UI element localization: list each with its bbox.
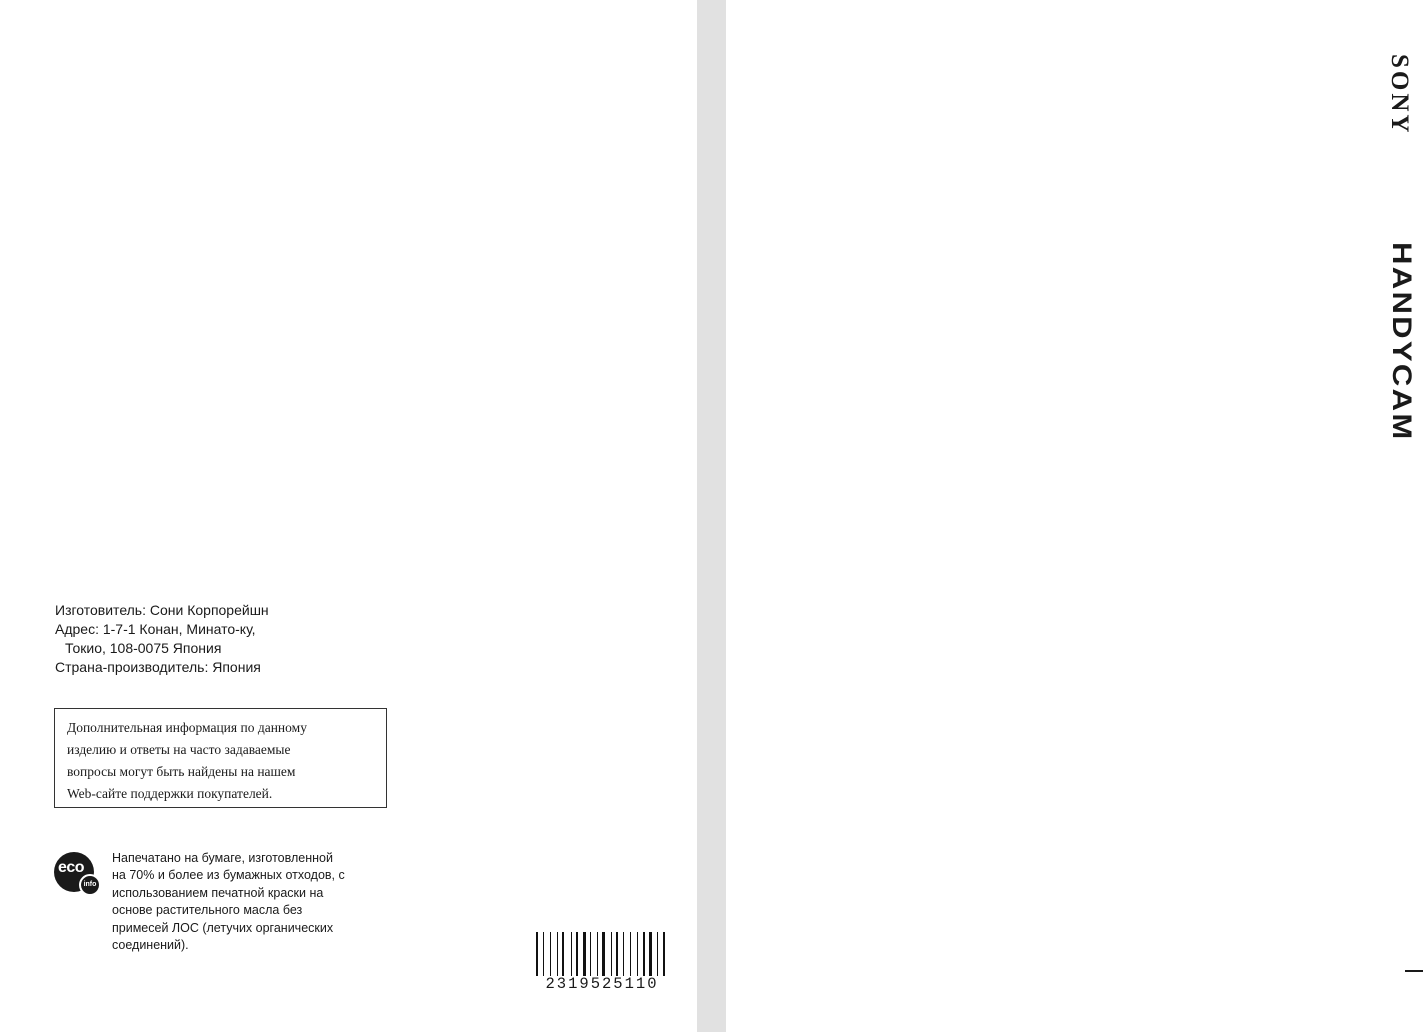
barcode-bar xyxy=(659,932,661,976)
barcode-bar xyxy=(616,932,618,976)
barcode-bar xyxy=(663,932,665,976)
handycam-logo: HANDYCAM xyxy=(1387,242,1417,442)
barcode-bar xyxy=(550,932,551,976)
barcode-bar xyxy=(633,932,635,976)
barcode-bar xyxy=(602,932,605,976)
eco-line: Напечатано на бумаге, изготовленной xyxy=(112,851,333,865)
barcode-bar xyxy=(583,932,586,976)
barcode-bar xyxy=(620,932,621,976)
support-line: вопросы могут быть найдены на нашем xyxy=(67,764,296,779)
barcode-bar xyxy=(573,932,574,976)
barcode-bar xyxy=(654,932,655,976)
eco-logo-word: eco xyxy=(58,859,85,876)
barcode-bar xyxy=(640,932,641,976)
manufacturer-info xyxy=(55,601,269,677)
eco-line: соединений). xyxy=(112,938,189,953)
country-line: Страна-производитель: Япония xyxy=(55,659,261,675)
spine-tick-mark xyxy=(1405,970,1423,972)
eco-line: примесей ЛОС (летучих органических xyxy=(112,920,334,935)
barcode-bar xyxy=(646,932,647,976)
barcode-bar xyxy=(597,932,598,976)
support-line: Web-сайте поддержки покупателей. xyxy=(67,786,273,801)
address-city-line: Токио, 108-0075 Япония xyxy=(65,640,222,656)
barcode-bar xyxy=(571,932,572,976)
barcode-bar xyxy=(657,932,658,976)
eco-info-icon xyxy=(54,852,97,892)
barcode-bar xyxy=(593,932,595,976)
barcode-bar xyxy=(626,932,629,976)
barcode-bar xyxy=(566,932,569,976)
eco-line: основе растительного масла без xyxy=(112,903,303,918)
eco-statement xyxy=(112,850,382,954)
barcode-bar xyxy=(611,932,612,976)
barcode-bar xyxy=(562,932,564,976)
barcode-bar xyxy=(630,932,631,976)
barcode-bar xyxy=(543,932,544,976)
support-line: изделию и ответы на часто задаваемые xyxy=(67,742,291,757)
barcode-bar xyxy=(536,932,538,976)
barcode-bar xyxy=(643,932,645,976)
barcode xyxy=(536,932,668,976)
barcode-bar xyxy=(545,932,548,976)
eco-line: на 70% и более из бумажных отходов, с xyxy=(112,868,345,883)
barcode-bar xyxy=(553,932,555,976)
barcode-bar xyxy=(637,932,638,976)
eco-line: использованием печатной краски на xyxy=(112,885,324,900)
barcode-bar xyxy=(667,932,668,976)
barcode-bar xyxy=(557,932,558,976)
sony-logo: SONY xyxy=(1386,54,1413,136)
manufacturer-line: Изготовитель: Сони Корпорейшн xyxy=(55,602,269,618)
barcode-bar xyxy=(540,932,541,976)
barcode-bar xyxy=(607,932,609,976)
support-info-box xyxy=(54,708,387,808)
barcode-bar xyxy=(587,932,588,976)
barcode-bar xyxy=(649,932,652,976)
barcode-bar xyxy=(600,932,601,976)
barcode-bar xyxy=(559,932,560,976)
barcode-bar xyxy=(623,932,624,976)
spine-band xyxy=(697,0,1417,1032)
barcode-bar xyxy=(590,932,591,976)
address-line: Адрес: 1-7-1 Конан, Минато-ку, xyxy=(55,621,256,637)
barcode-bar xyxy=(580,932,581,976)
barcode-number: 2319525110 xyxy=(545,975,659,993)
barcode-bar xyxy=(576,932,578,976)
eco-logo-info: info xyxy=(79,874,101,896)
support-line: Дополнительная информация по данному xyxy=(67,720,307,735)
barcode-bar xyxy=(614,932,615,976)
